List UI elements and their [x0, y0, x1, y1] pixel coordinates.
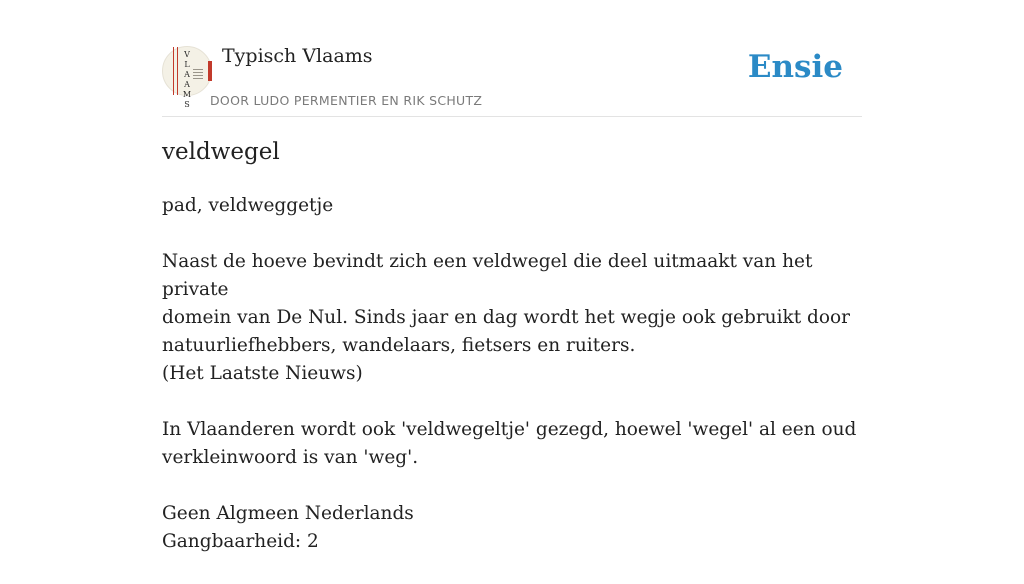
- entry-regional-spread: Gangbaarheid: 2: [162, 531, 319, 552]
- note-line: In Vlaanderen wordt ook 'veldwegeltje' gezegd, hoewel 'wegel' al een oud: [162, 419, 857, 440]
- entry-classification: Geen Algmeen Nederlands: [162, 503, 414, 524]
- example-line: natuurliefhebbers, wandelaars, fietsers en ruiters.: [162, 335, 636, 356]
- entry-page: [162, 0, 862, 552]
- book-authors: DOOR LUDO PERMENTIER EN RIK SCHUTZ: [210, 93, 483, 108]
- entry-body: [162, 192, 862, 584]
- example-line: domein van De Nul. Sinds jaar en dag wordt het wegje ook gebruikt door: [162, 307, 850, 328]
- example-line: Naast de hoeve bevindt zich een veldwegel die deel uitmaakt van het private: [162, 251, 813, 300]
- brand-logo[interactable]: Ensie: [747, 49, 843, 85]
- logo-letters: V L A A M S: [182, 50, 192, 109]
- book-logo-icon[interactable]: [162, 46, 212, 109]
- entry-note: [162, 416, 862, 472]
- entry-headword: veldwegel: [162, 139, 280, 165]
- book-title[interactable]: Typisch Vlaams: [222, 45, 373, 67]
- entry-synonyms: pad, veldweggetje: [162, 195, 334, 216]
- site-header: [162, 0, 862, 117]
- note-line: verkleinwoord is van 'weg'.: [162, 447, 419, 468]
- example-source: (Het Laatste Nieuws): [162, 363, 363, 384]
- entry-example: [162, 248, 862, 388]
- entry-meta: [162, 500, 862, 556]
- logo-stripe: [177, 47, 178, 95]
- logo-red-accent: [208, 61, 212, 81]
- logo-text-lines: [193, 69, 203, 81]
- logo-stripe: [173, 47, 174, 95]
